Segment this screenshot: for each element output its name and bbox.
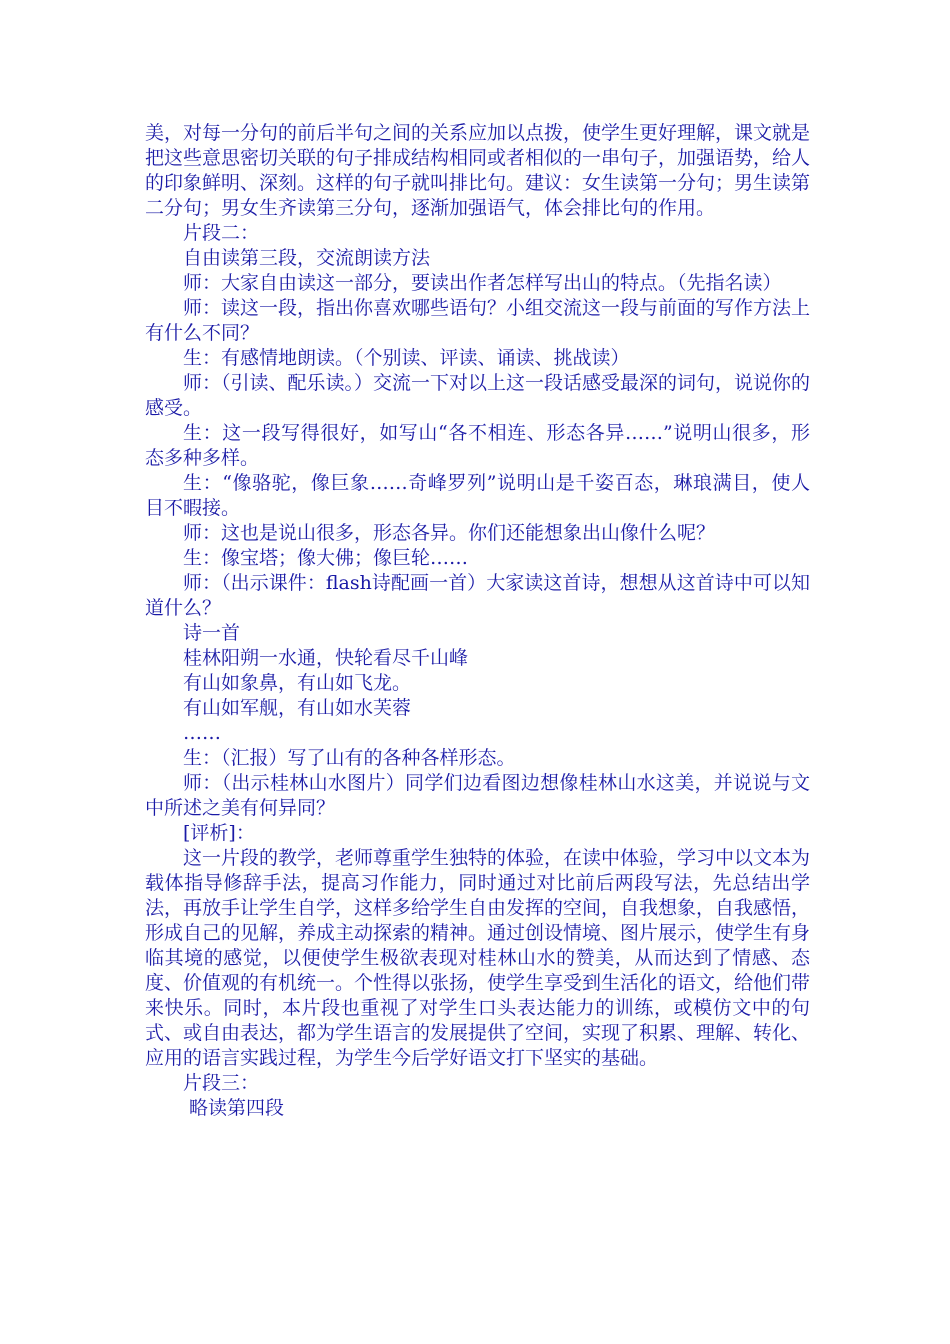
commentary-body: 这一片段的教学，老师尊重学生独特的体验，在读中体验，学习中以文本为载体指导修辞手法，提高习作能力，同时通过对比前后两段写法，先总结出学法，再放手让学生自学，这样多给学生自由发挥的空间，自我想象，自我感悟，形成自己的见解，养成主动探索的精神。通过创设情境、图片展示，使学生有身临其境的感觉，以便使学生极欲表现对桂林山水的赞美，从而达到了情感、态度、价值观的有机统一。个性得以张扬，使学生享受到生活化的语文，给他们带来快乐。同时，本片段也重视了对学生口头表达能力的训练，或模仿文中的句式、或自由表达，都为学生语言的发展提供了空间，实现了积累、理解、转化、应用的语言实践过程，为学生今后学好语文打下坚实的基础。 (145, 847, 811, 1069)
paragraph-student: 生：有感情地朗读。（个别读、评读、诵读、挑战读） (183, 347, 630, 369)
poem-title: 诗一首 (183, 622, 241, 644)
paragraph-teacher: 师：这也是说山很多，形态各异。你们还能想象出山像什么呢？ (183, 522, 716, 544)
paragraph-teacher: 师：（出示课件：flash诗配画一首）大家读这首诗，想想从这首诗中可以知道什么？ (145, 572, 810, 619)
poem-line: 有山如军舰，有山如水芙蓉 (183, 697, 412, 719)
section-heading-fragment-3: 片段三： (183, 1072, 260, 1094)
paragraph-teacher: 师：（出示桂林山水图片）同学们边看图边想像桂林山水这美，并说说与文中所述之美有何异同？ (145, 772, 810, 819)
document-page (145, 121, 810, 1121)
paragraph-student: 生：（汇报）写了山有的各种各样形态。 (183, 747, 516, 769)
paragraph-task: 略读第四段 (189, 1097, 285, 1119)
paragraph-teacher: 师：读这一段，指出你喜欢哪些语句？小组交流这一段与前面的写作方法上有什么不同？ (145, 297, 811, 344)
poem-line: 桂林阳朔一水通，快轮看尽千山峰 (183, 647, 469, 669)
paragraph-student: 生：像宝塔；像大佛；像巨轮…… (183, 547, 469, 569)
poem-line: 有山如象鼻，有山如飞龙。 (183, 672, 412, 694)
commentary-heading: [评析]： (183, 822, 255, 844)
paragraph-student: 生：“像骆驼，像巨象……奇峰罗列”说明山是千姿百态，琳琅满目，使人目不暇接。 (145, 472, 810, 519)
paragraph-continuation: 美，对每一分句的前后半句之间的关系应加以点拨，使学生更好理解，课文就是把这些意思密切关联的句子排成结构相同或者相似的一串句子，加强语势，给人的印象鲜明、深刻。这样的句子就叫排比句。建议：女生读第一分句；男生读第二分句；男女生齐读第三分句，逐渐加强语气，体会排比句的作用。 (145, 122, 811, 219)
section-heading-fragment-2: 片段二： (183, 222, 260, 244)
paragraph-task: 自由读第三段，交流朗读方法 (183, 247, 431, 269)
paragraph-student: 生：这一段写得很好，如写山“各不相连、形态各异……”说明山很多，形态多种多样。 (145, 422, 810, 469)
paragraph-teacher: 师：大家自由读这一部分，要读出作者怎样写出山的特点。（先指名读） (183, 272, 782, 294)
poem-ellipsis: …… (183, 722, 221, 744)
paragraph-teacher: 师：（引读、配乐读。）交流一下对以上这一段话感受最深的词句，说说你的感受。 (145, 372, 811, 419)
